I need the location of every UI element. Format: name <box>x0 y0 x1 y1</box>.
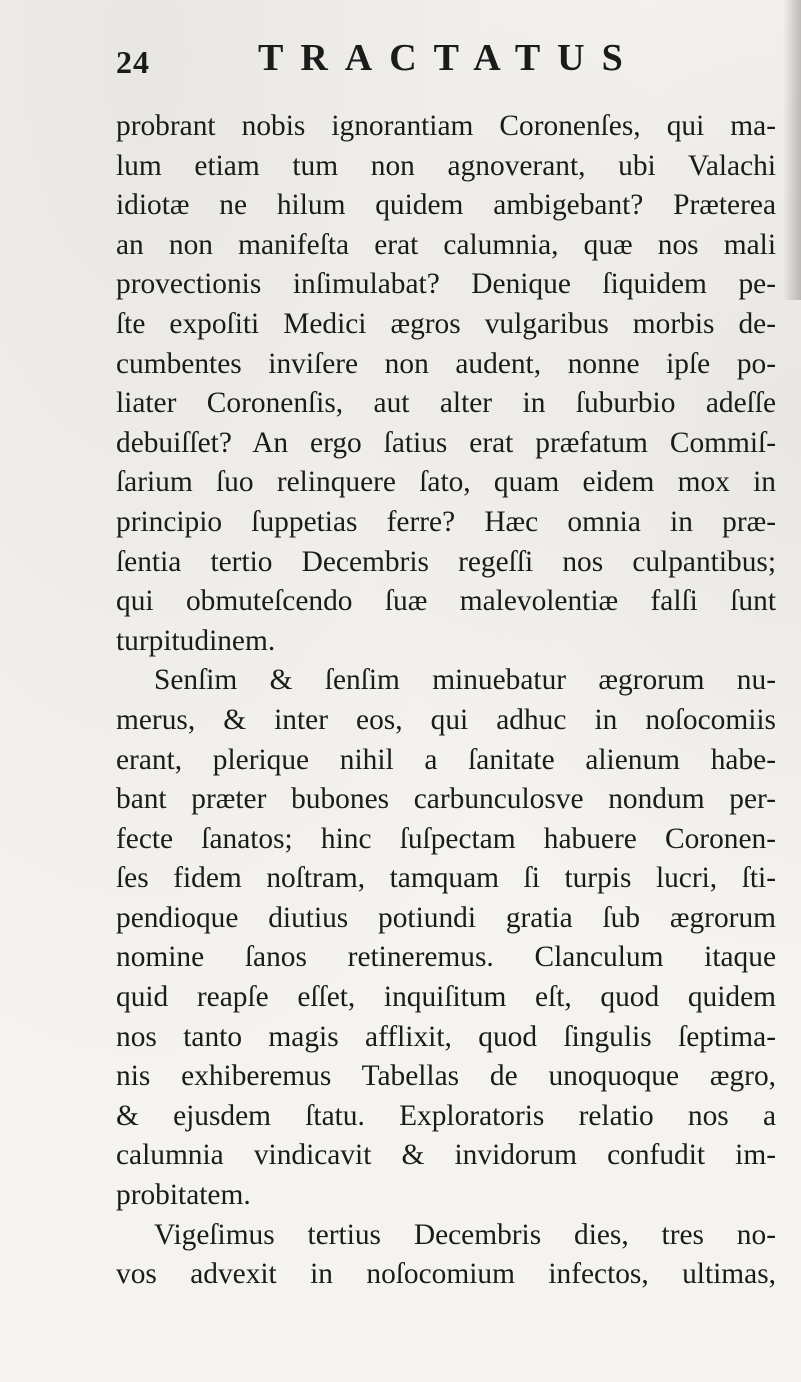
text-line: ſentia tertio Decembris regeſſi nos culpantibus; <box>116 545 776 578</box>
text-line: ſes fidem noſtram, tamquam ſi turpis lucri, ſti- <box>116 862 776 895</box>
text-line: Senſim & ſenſim minuebatur ægrorum nu- <box>154 664 776 697</box>
text-line: bant præter bubones carbunculosve nondum per- <box>116 783 776 816</box>
text-line: fecte ſanatos; hinc ſuſpectam habuere Coronen- <box>116 822 776 855</box>
text-line: vos advexit in noſocomium infectos, ultimas, <box>116 1258 776 1291</box>
body-text <box>116 107 776 1295</box>
text-line: quid reapſe eſſet, inquiſitum eſt, quod quidem <box>116 981 776 1014</box>
text-line: Vigeſimus tertius Decembris dies, tres no- <box>154 1218 776 1251</box>
text-line: & ejusdem ſtatu. Exploratoris relatio nos a <box>116 1099 776 1132</box>
text-line: ſarium ſuo relinquere ſato, quam eidem mox in <box>116 466 776 499</box>
text-line: debuiſſet? An ergo ſatius erat præfatum Commiſ- <box>116 426 776 459</box>
text-line: probitatem. <box>116 1179 251 1212</box>
page-header <box>0 36 801 86</box>
text-line: nomine ſanos retineremus. Clanculum itaque <box>116 941 776 974</box>
text-line: probrant nobis ignorantiam Coronenſes, qui ma- <box>116 110 776 142</box>
page-number: 24 <box>116 44 150 80</box>
text-line: liater Coronenſis, aut alter in ſuburbio adeſſe <box>116 387 776 420</box>
text-line: lum etiam tum non agnoverant, ubi Valachi <box>116 149 776 182</box>
text-line: qui obmuteſcendo ſuæ malevolentiæ falſi ſunt <box>116 585 776 618</box>
text-line: nos tanto magis afflixit, quod ſingulis ſeptima- <box>116 1020 776 1053</box>
text-line: an non manifeſta erat calumnia, quæ nos mali <box>116 228 776 261</box>
text-line: idiotæ ne hilum quidem ambigebant? Præterea <box>116 189 776 222</box>
text-line: cumbentes inviſere non audent, nonne ipſe po- <box>116 347 776 380</box>
text-line: turpitudinem. <box>116 624 276 657</box>
running-title: TRACTATUS <box>258 37 640 79</box>
text-line: nis exhiberemus Tabellas de unoquoque ægro, <box>116 1060 776 1093</box>
text-line: erant, plerique nihil a ſanitate alienum habe- <box>116 743 776 776</box>
text-line: provectionis inſimulabat? Denique ſiquidem pe- <box>116 268 776 301</box>
text-line: ſte expoſiti Medici ægros vulgaribus morbis de- <box>116 307 776 340</box>
text-line: calumnia vindicavit & invidorum confudit im- <box>116 1139 776 1172</box>
text-line: pendioque diutius potiundi gratia ſub ægrorum <box>116 901 776 934</box>
text-line: merus, & inter eos, qui adhuc in noſocomiis <box>116 703 776 736</box>
text-line: principio ſuppetias ferre? Hæc omnia in præ- <box>116 505 776 538</box>
